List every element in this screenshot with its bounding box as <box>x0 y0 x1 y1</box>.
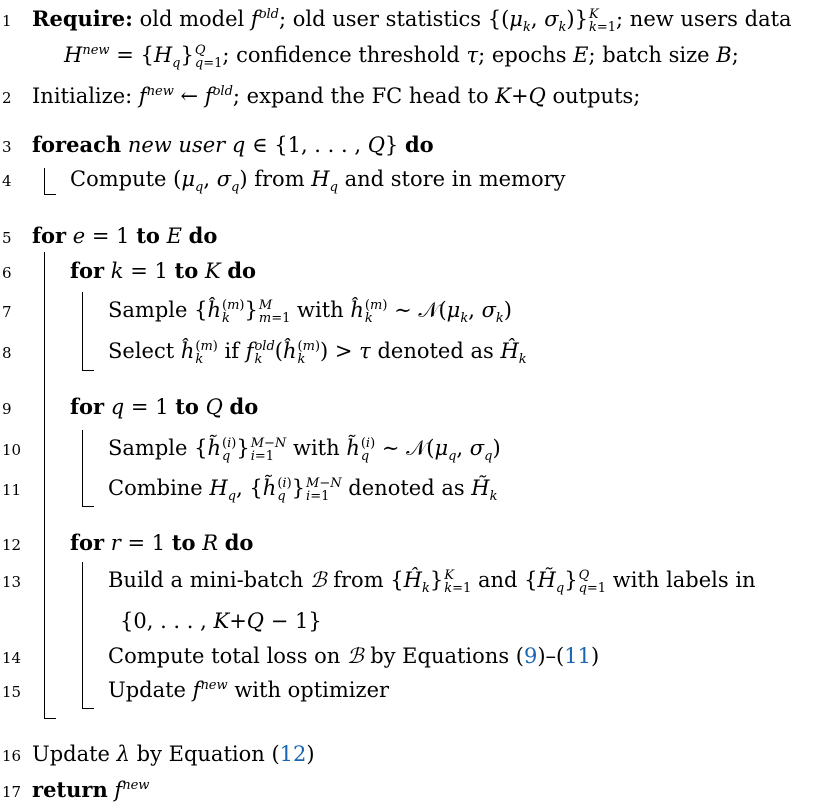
text-span: by Equation <box>129 742 272 766</box>
line-require: Require: old model $f^{old}$; old user statistics {($\mu_k$, $\sigma_k$)} K k=1 ; new users data <box>32 6 792 36</box>
text-span: outputs; <box>545 84 641 108</box>
line-number: 4 <box>2 172 12 190</box>
text-span: by Equations <box>363 644 516 668</box>
text-span: and <box>471 568 525 592</box>
line-combine: Combine $H_q$, {h̃ (i) q } M−N i=1 denoted as $H̃_k$ <box>108 475 498 505</box>
line-number: 11 <box>2 481 22 499</box>
text-span: denoted as <box>341 476 472 500</box>
scope-bar <box>82 292 83 370</box>
line-number: 10 <box>2 441 22 459</box>
text-span: Update <box>108 678 193 702</box>
text-span: with optimizer <box>227 678 390 702</box>
scope-tick <box>82 506 94 507</box>
text-span: old model <box>132 7 251 31</box>
text-span: Compute total loss on <box>108 644 347 668</box>
text-span: with <box>290 298 351 322</box>
text-span: from <box>326 568 391 592</box>
line-update-model: Update $f^{new}$ with optimizer <box>108 678 390 702</box>
text-span: Compute <box>70 167 174 191</box>
line-for-r: for r = 1 to R do <box>70 530 254 555</box>
text-span: Combine <box>108 476 210 500</box>
text-span: to <box>175 394 199 419</box>
scope-tick <box>44 718 56 719</box>
line-number: 14 <box>2 649 22 667</box>
line-number: 3 <box>2 138 12 156</box>
equation-link-12[interactable]: 12 <box>279 742 307 766</box>
line-compute-stats: Compute ($\mu_q$, $\sigma_q$) from $H_q$ and store in memory <box>70 167 566 196</box>
text-span: Build a mini-batch <box>108 568 311 592</box>
scope-tick <box>44 194 56 195</box>
text-span: from <box>247 167 312 191</box>
text-span: Initialize: <box>32 84 139 108</box>
text-span: ; new users data <box>616 7 792 31</box>
text-span: do <box>188 223 218 248</box>
text-span: do <box>229 394 259 419</box>
line-sample-new: Sample {h̃ (i) q } M−N i=1 with h̃ (i) q ∼ $𝒩(\mu_q$, $\sigma_q$) <box>108 435 501 465</box>
line-number: 5 <box>2 229 12 247</box>
line-number: 1 <box>2 12 12 30</box>
text-span: to <box>171 530 196 555</box>
text-span: Sample <box>108 436 195 460</box>
text-span: Sample <box>108 298 195 322</box>
line-for-k: for k = 1 to K do <box>70 258 257 283</box>
line-foreach: foreach new user q ∈ {1, . . . , Q} do <box>32 132 434 157</box>
text-span: if <box>217 339 246 363</box>
text-span: foreach <box>32 132 122 157</box>
line-return: return $f^{new}$ <box>32 777 150 802</box>
text-span: denoted as <box>370 339 501 363</box>
line-sample-old: Sample {ĥ (m) k } M m=1 with ĥ (m) k ∼ $𝒩(\mu_k$, $\sigma_k$) <box>108 297 512 327</box>
text-span: ; batch size <box>588 43 717 67</box>
text-span: ; expand the FC head to <box>232 84 496 108</box>
line-select: Select ĥ (m) k if f old k (ĥ (m) k ) > τ denoted as $Ĥ_k$ <box>108 338 527 368</box>
line-number: 16 <box>2 747 22 765</box>
equation-link-9[interactable]: 9 <box>523 644 538 668</box>
line-build-batch: Build a mini-batch ℬ from $\{Ĥ_k\}$ K k=1 and $\{H̃_q\}$ Q q=1 with labels in <box>108 567 756 597</box>
scope-bar <box>44 168 45 194</box>
line-for-q: for q = 1 to Q do <box>70 394 259 419</box>
text-span: with labels in <box>606 568 756 592</box>
line-number: 8 <box>2 344 12 362</box>
text-span: and store in memory <box>337 167 566 191</box>
equation-link-11[interactable]: 11 <box>564 644 591 668</box>
line-number: 13 <box>2 573 22 591</box>
line-update-lambda: Update λ by Equation (12) <box>32 742 315 766</box>
text-span: to <box>136 223 160 248</box>
scope-bar <box>44 252 45 718</box>
text-span: new user <box>121 133 232 157</box>
text-span: ; old user statistics <box>279 7 488 31</box>
text-span: do <box>227 258 257 283</box>
line-build-batch-cont: {0, . . . , K+Q − 1} <box>120 609 322 633</box>
text-span: for <box>70 258 105 283</box>
scope-bar <box>82 562 83 708</box>
line-initialize: Initialize: $f^{new}$ ← $f^{old}$; expand the FC head to K+Q outputs; <box>32 84 641 108</box>
line-number: 12 <box>2 536 22 554</box>
line-number: 9 <box>2 400 12 418</box>
text-span: ; confidence threshold <box>222 43 467 67</box>
text-span: with <box>286 436 347 460</box>
scope-tick <box>82 708 94 709</box>
text-span: Select <box>108 339 181 363</box>
line-require-cont: $H^{new} = \{H_q\}$ Q q=1 ; confidence threshold τ; epochs E; batch size B; <box>64 42 739 72</box>
text-span: do <box>224 530 254 555</box>
keyword-require: Require: <box>32 6 133 31</box>
text-span: for <box>70 530 105 555</box>
line-number: 2 <box>2 89 12 107</box>
line-compute-loss: Compute total loss on ℬ by Equations (9)–(11) <box>108 644 600 668</box>
scope-tick <box>82 370 94 371</box>
text-span: to <box>174 258 199 283</box>
text-span: ; epochs <box>478 43 574 67</box>
line-for-epoch: for e = 1 to E do <box>32 223 218 248</box>
line-number: 6 <box>2 264 12 282</box>
scope-bar <box>82 430 83 506</box>
line-number: 15 <box>2 683 22 701</box>
text-span: return <box>32 777 108 802</box>
text-span: for <box>32 223 67 248</box>
text-span: for <box>70 394 105 419</box>
line-number: 7 <box>2 303 12 321</box>
text-span: Update <box>32 742 117 766</box>
text-span: do <box>404 132 434 157</box>
line-number: 17 <box>2 783 22 801</box>
